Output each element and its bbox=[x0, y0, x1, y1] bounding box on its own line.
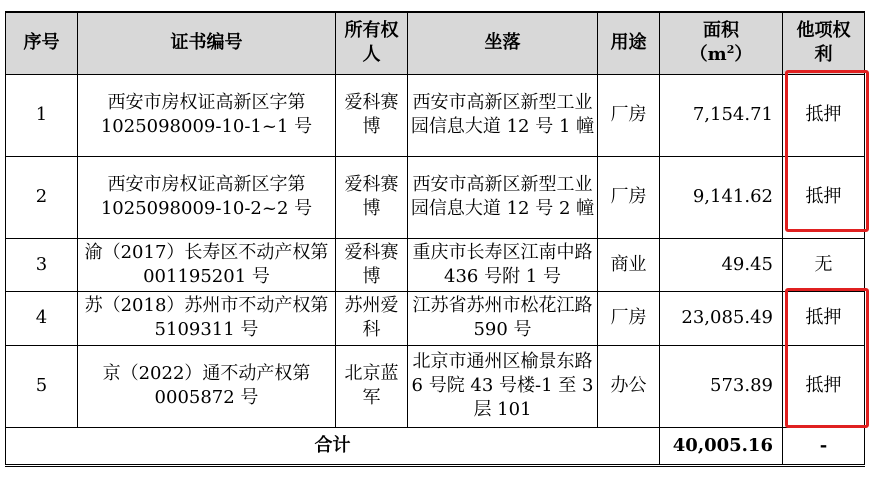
cell-location: 西安市高新区新型工业园信息大道 12 号 2 幢 bbox=[408, 156, 598, 238]
cell-rights: 抵押 bbox=[783, 156, 865, 238]
cell-seq: 2 bbox=[6, 156, 78, 238]
cell-rights: 抵押 bbox=[783, 74, 865, 156]
cell-usage: 厂房 bbox=[598, 156, 660, 238]
header-area-unit-sup: 2 bbox=[726, 43, 735, 57]
cell-cert-no: 苏（2018）苏州市不动产权第 5109311 号 bbox=[78, 291, 336, 345]
cell-usage: 厂房 bbox=[598, 74, 660, 156]
cell-cert-no: 京（2022）通不动产权第0005872 号 bbox=[78, 345, 336, 427]
cell-cert-no: 西安市房权证高新区字第1025098009-10-1~1 号 bbox=[78, 74, 336, 156]
table-row bbox=[6, 345, 865, 427]
header-area-label: 面积 bbox=[703, 20, 739, 42]
cell-area: 9,141.62 bbox=[660, 156, 783, 238]
cell-owner: 北京蓝军 bbox=[336, 345, 408, 427]
table-row bbox=[6, 238, 865, 291]
header-location: 坐落 bbox=[408, 12, 598, 74]
header-area-unit bbox=[660, 43, 782, 67]
cell-seq: 5 bbox=[6, 345, 78, 427]
cell-seq: 1 bbox=[6, 74, 78, 156]
cell-usage: 商业 bbox=[598, 238, 660, 291]
cell-usage: 办公 bbox=[598, 345, 660, 427]
property-table-container bbox=[5, 11, 864, 467]
cell-owner: 爱科赛博 bbox=[336, 238, 408, 291]
cell-area: 573.89 bbox=[660, 345, 783, 427]
cell-usage: 厂房 bbox=[598, 291, 660, 345]
cell-location: 江苏省苏州市松花江路 590 号 bbox=[408, 291, 598, 345]
table-row bbox=[6, 291, 865, 345]
cell-rights: 抵押 bbox=[783, 345, 865, 427]
header-other-rights: 他项权利 bbox=[783, 12, 865, 74]
cell-rights: 抵押 bbox=[783, 291, 865, 345]
cell-seq: 3 bbox=[6, 238, 78, 291]
cell-cert-no: 渝（2017）长寿区不动产权第 001195201 号 bbox=[78, 238, 336, 291]
highlight-box-rows-4-5 bbox=[785, 288, 869, 428]
cell-location: 西安市高新区新型工业园信息大道 12 号 1 幢 bbox=[408, 74, 598, 156]
table-row bbox=[6, 74, 865, 156]
header-usage: 用途 bbox=[598, 12, 660, 74]
header-area bbox=[660, 12, 783, 74]
cell-rights: 无 bbox=[783, 238, 865, 291]
cell-cert-no: 西安市房权证高新区字第1025098009-10-2~2 号 bbox=[78, 156, 336, 238]
total-area: 40,005.16 bbox=[660, 427, 783, 465]
cell-owner: 爱科赛博 bbox=[336, 156, 408, 238]
header-area-unit-open: （m bbox=[689, 44, 727, 66]
total-row bbox=[6, 427, 865, 465]
cell-seq: 4 bbox=[6, 291, 78, 345]
cell-area: 7,154.71 bbox=[660, 74, 783, 156]
cell-location: 北京市通州区榆景东路 6 号院 43 号楼-1 至 3 层 101 bbox=[408, 345, 598, 427]
header-cert-no: 证书编号 bbox=[78, 12, 336, 74]
cell-area: 49.45 bbox=[660, 238, 783, 291]
header-owner: 所有权人 bbox=[336, 12, 408, 74]
total-label: 合计 bbox=[6, 427, 660, 465]
cell-area: 23,085.49 bbox=[660, 291, 783, 345]
cell-location: 重庆市长寿区江南中路 436 号附 1 号 bbox=[408, 238, 598, 291]
header-area-unit-close: ） bbox=[734, 44, 753, 66]
cell-owner: 爱科赛博 bbox=[336, 74, 408, 156]
property-table bbox=[5, 11, 865, 467]
total-rights: - bbox=[783, 427, 865, 465]
highlight-box-rows-1-2 bbox=[785, 70, 869, 232]
cell-owner: 苏州爱科 bbox=[336, 291, 408, 345]
table-header-row bbox=[6, 12, 865, 74]
table-row bbox=[6, 156, 865, 238]
header-seq: 序号 bbox=[6, 12, 78, 74]
